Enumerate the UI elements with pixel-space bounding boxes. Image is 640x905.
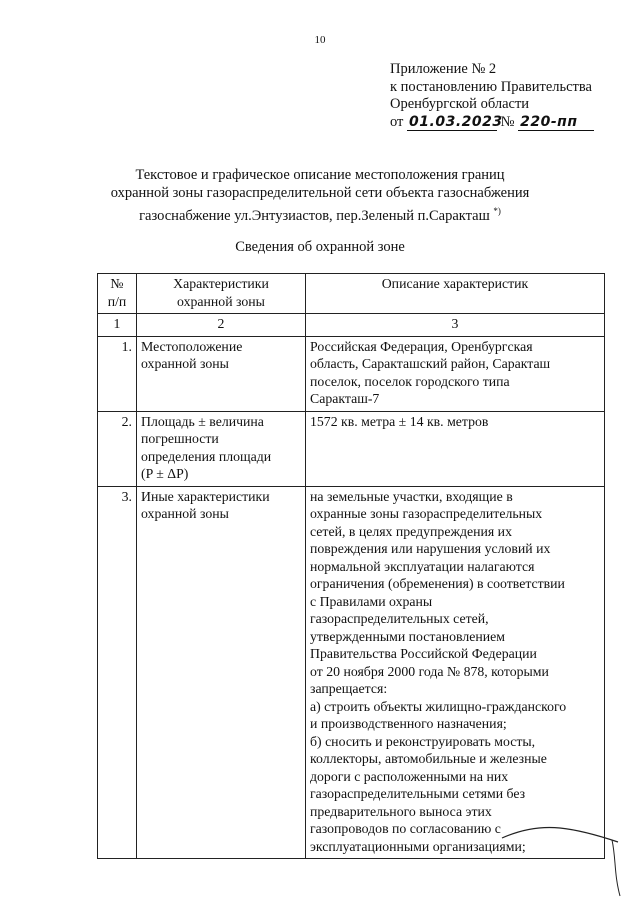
title-line-2: охранной зоны газораспределительной сети объекта газоснабжения: [110, 185, 530, 201]
row-number: 1.: [98, 336, 137, 411]
description-line: сетей, в целях предупреждения их: [310, 523, 512, 539]
table-index-row: [98, 314, 605, 337]
characteristic-line: охранной зоны: [141, 356, 229, 371]
handwritten-number: 220-пп: [518, 115, 594, 131]
header-description: Описание характеристик: [306, 274, 605, 314]
table-row: [98, 411, 605, 486]
header-characteristics: [137, 274, 306, 314]
row-characteristic: [137, 411, 306, 486]
description-line: газораспределительными сетями без: [310, 786, 526, 801]
document-title: [60, 166, 580, 225]
header-number: [98, 274, 137, 314]
row-number: 2.: [98, 411, 137, 486]
characteristic-line: погрешности: [141, 431, 219, 446]
footnote-mark: *): [493, 206, 501, 216]
title-line-3: [60, 202, 580, 225]
characteristic-line: Иные характеристики: [141, 488, 270, 504]
description-line: б) сносить и реконструировать мосты,: [310, 733, 536, 749]
appendix-block: [390, 61, 630, 131]
row-description: [306, 486, 605, 859]
description-line: запрещается:: [310, 681, 388, 696]
handwritten-date: 01.03.2023: [409, 113, 503, 130]
description-line: дороги с расположенными на них: [310, 768, 509, 784]
table-row: [98, 336, 605, 411]
title-line-1: Текстовое и графическое описание местоположения границ: [135, 167, 505, 183]
description-line: газораспределительных сетей,: [310, 611, 489, 626]
description-line: газопроводов по согласованию с: [310, 821, 501, 836]
header-number-line-1: №: [110, 276, 124, 291]
row-description: [306, 336, 605, 411]
appendix-region-line: Оренбургской области: [390, 96, 530, 112]
table-header-row: [98, 274, 605, 314]
characteristic-line: Площадь ± величина: [141, 413, 264, 429]
description-line: поселок, поселок городского типа: [310, 373, 510, 389]
zone-info-table: [97, 273, 605, 859]
description-line: на земельные участки, входящие в: [310, 488, 513, 504]
characteristic-line: охранной зоны: [141, 506, 229, 521]
page-number: 10: [314, 34, 326, 46]
header-characteristics-line-2: охранной зоны: [177, 293, 265, 309]
characteristic-line: определения площади: [141, 448, 272, 464]
table-row: [98, 486, 605, 859]
description-line: охранные зоны газораспределительных: [310, 506, 543, 521]
header-characteristics-line-1: Характеристики: [173, 276, 269, 291]
description-line: и производственного назначения;: [310, 716, 507, 731]
description-line: а) строить объекты жилищно-гражданского: [310, 698, 567, 714]
index-cell-1: 1: [98, 314, 137, 337]
description-line: нормальной эксплуатации налагаются: [310, 558, 535, 574]
description-line: область, Саракташский район, Саракташ: [310, 356, 551, 371]
appendix-title: Приложение № 2: [390, 61, 497, 77]
characteristic-line: Местоположение: [141, 338, 243, 354]
number-label: №: [500, 113, 515, 130]
section-subtitle: Сведения об охранной зоне: [235, 239, 405, 255]
characteristic-line: (P ± ΔP): [141, 466, 189, 481]
row-number: 3.: [98, 486, 137, 859]
description-line: предварительного выноса этих: [310, 803, 492, 819]
from-label: от: [390, 113, 404, 130]
appendix-date-number-line: [390, 114, 630, 132]
description-line: Правительства Российской Федерации: [310, 646, 537, 661]
description-line: от 20 ноября 2000 года № 878, которыми: [310, 663, 549, 679]
row-description: [306, 411, 605, 486]
description-line: с Правилами охраны: [310, 593, 433, 609]
header-number-line-2: п/п: [107, 293, 127, 309]
table-body: [98, 336, 605, 859]
description-line: ограничения (обременения) в соответствии: [310, 576, 565, 591]
index-cell-3: 3: [306, 314, 605, 337]
title-line-3-text: газоснабжение ул.Энтузиастов, пер.Зеленый п.Саракташ: [139, 207, 490, 224]
description-line: Российская Федерация, Оренбургская: [310, 338, 533, 354]
description-line: 1572 кв. метра ± 14 кв. метров: [310, 413, 489, 429]
appendix-resolution-line: к постановлению Правительства: [390, 78, 592, 95]
row-characteristic: [137, 336, 306, 411]
pen-stroke-mark: [500, 812, 620, 852]
row-characteristic: [137, 486, 306, 859]
edge-pen-mark: [608, 838, 628, 898]
index-cell-2: 2: [137, 314, 306, 337]
description-line: повреждения или нарушения условий их: [310, 541, 551, 556]
description-line: эксплуатационными организациями;: [310, 838, 526, 854]
description-line: Саракташ-7: [310, 391, 380, 406]
description-line: утвержденными постановлением: [310, 628, 505, 644]
description-line: коллекторы, автомобильные и железные: [310, 751, 547, 766]
